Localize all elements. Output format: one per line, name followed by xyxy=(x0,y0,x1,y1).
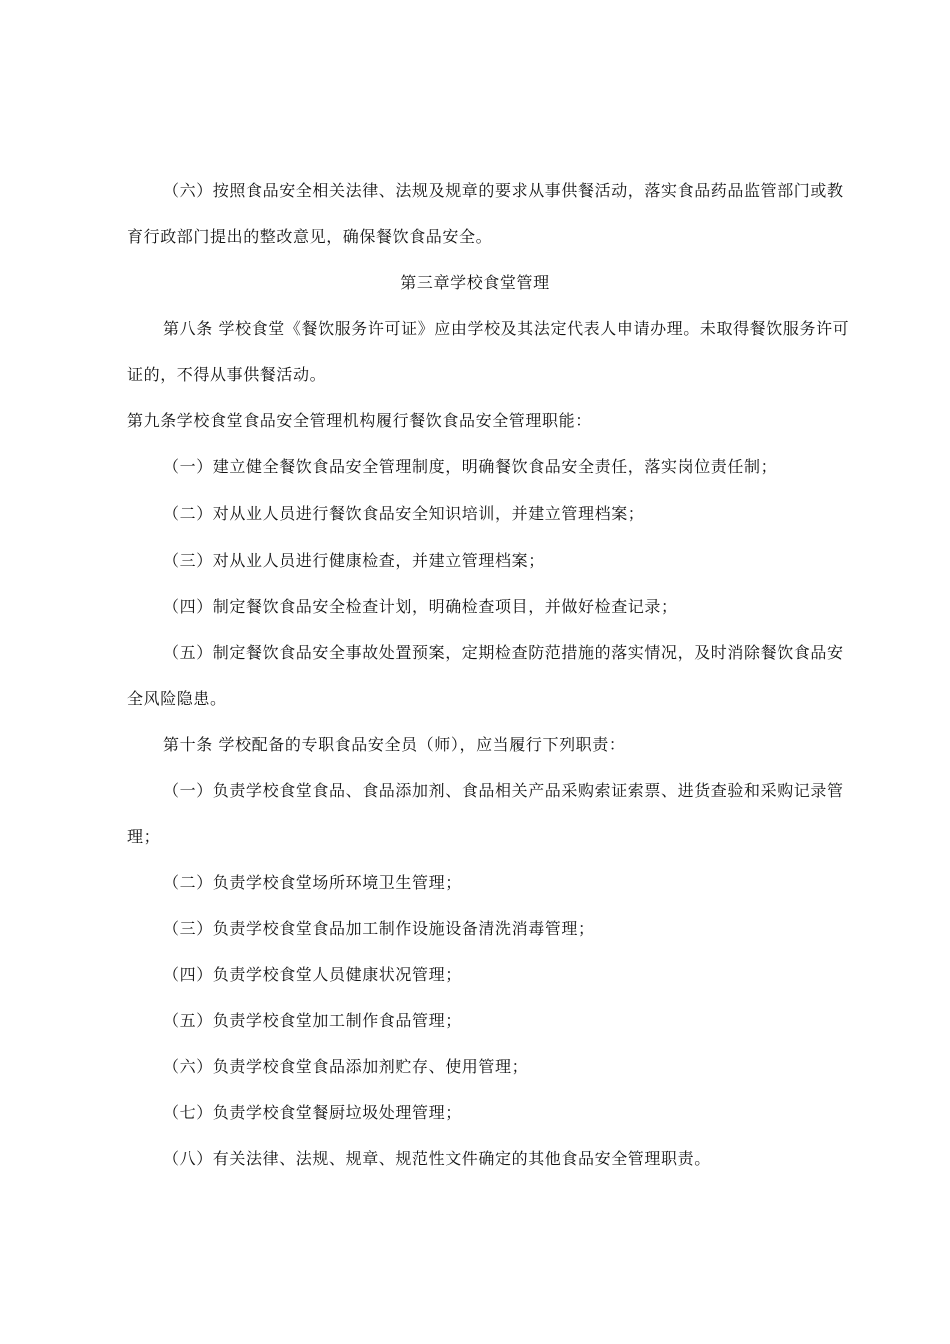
chapter-heading: 第三章学校食堂管理 xyxy=(400,273,550,292)
list-item: （四）负责学校食堂人员健康状况管理； xyxy=(163,965,462,984)
paragraph-line: 全风险隐患。 xyxy=(127,689,227,708)
paragraph-line: （六）按照食品安全相关法律、法规及规章的要求从事供餐活动，落实食品药品监管部门或教 xyxy=(163,181,844,200)
list-item: （四）制定餐饮食品安全检查计划，明确检查项目，并做好检查记录； xyxy=(163,597,678,616)
list-item: （五）制定餐饮食品安全事故处置预案，定期检查防范措施的落实情况，及时消除餐饮食品安 xyxy=(163,643,844,662)
list-item: （一）负责学校食堂食品、食品添加剂、食品相关产品采购索证索票、进货查验和采购记录管 xyxy=(163,781,844,800)
list-item: （一）建立健全餐饮食品安全管理制度，明确餐饮食品安全责任，落实岗位责任制； xyxy=(163,457,778,476)
list-item: （六）负责学校食堂食品添加剂贮存、使用管理； xyxy=(163,1057,529,1076)
article-line: 第九条学校食堂食品安全管理机构履行餐饮食品安全管理职能： xyxy=(127,411,592,430)
article-line: 第十条 学校配备的专职食品安全员（师），应当履行下列职责： xyxy=(163,735,626,754)
list-item: （三）对从业人员进行健康检查，并建立管理档案； xyxy=(163,551,545,570)
list-item: （八）有关法律、法规、规章、规范性文件确定的其他食品安全管理职责。 xyxy=(163,1149,711,1168)
article-line: 第八条 学校食堂《餐饮服务许可证》应由学校及其法定代表人申请办理。未取得餐饮服务许可 xyxy=(163,319,850,338)
list-item: （七）负责学校食堂餐厨垃圾处理管理； xyxy=(163,1103,462,1122)
list-item: （五）负责学校食堂加工制作食品管理； xyxy=(163,1011,462,1030)
list-item: （三）负责学校食堂食品加工制作设施设备清洗消毒管理； xyxy=(163,919,595,938)
paragraph-line: 证的，不得从事供餐活动。 xyxy=(127,365,327,384)
paragraph-line: 理； xyxy=(127,827,161,846)
list-item: （二）负责学校食堂场所环境卫生管理； xyxy=(163,873,462,892)
list-item: （二）对从业人员进行餐饮食品安全知识培训，并建立管理档案； xyxy=(163,504,645,523)
paragraph-line: 育行政部门提出的整改意见，确保餐饮食品安全。 xyxy=(127,227,493,246)
